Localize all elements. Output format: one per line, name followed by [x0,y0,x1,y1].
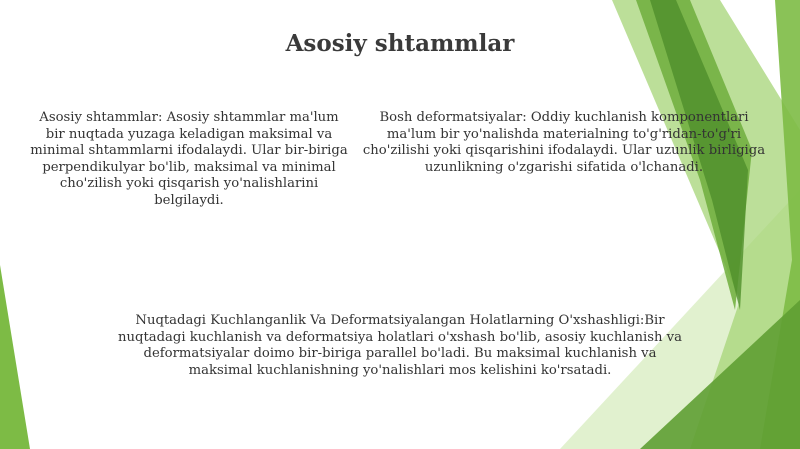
text-block-bosh: Bosh deformatsiyalar: Oddiy kuchlanish komponentlari ma'lum bir yo'nalishda materialning to'g'ridan-to'g'ri cho'zilishi yoki qisqarishini ifodalaydi. Ular uzunlik birligiga uzunlikning o'zgarishi sifatida o'lchanadi. [362,110,766,175]
text-block-asosiy: Asosiy shtammlar: Asosiy shtammlar ma'lum bir nuqtada yuzaga keladigan maksimal va minimal shtammlarni ifodalaydi. Ular bir-biriga perpendikulyar bo'lib, maksimal va minimal cho'zilish yoki qisqarish yo'nalishlarini belgilaydi. [30,110,348,208]
text-block-nuqtadagi: Nuqtadagi Kuchlanganlik Va Deformatsiyalangan Holatlarning O'xshashligi:Bir nuqtadagi kuchlanish va deformatsiya holatlari o'xshash bo'lib, asosiy kuchlanish va deformatsiyalar doimo bir-biriga parallel bo'ladi. Bu maksimal kuchlanish va maksimal kuchlanishning yo'nalishlari mos kelishini ko'rsatadi. [118,313,682,378]
left-sliver-shape [0,265,30,449]
slide-title: Asosiy shtammlar [285,30,515,57]
